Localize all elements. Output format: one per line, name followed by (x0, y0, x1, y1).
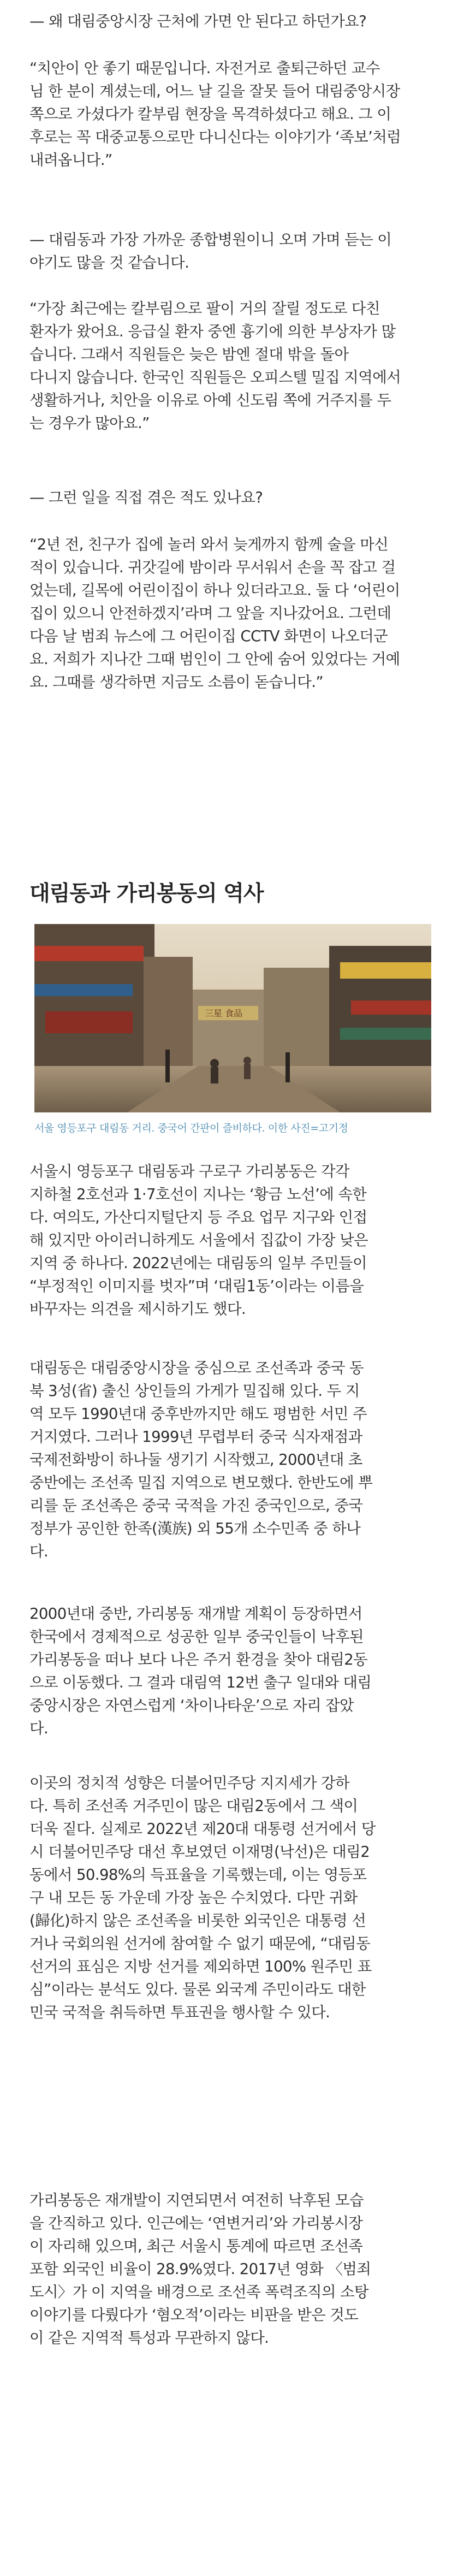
interview-question-3: — 그런 일을 직접 겪은 적도 있나요? (29, 489, 263, 506)
body-paragraph-1: 서울시 영등포구 대림동과 구로구 가리봉동은 각각 지하철 2호선과 1·7호선이 지나는 ‘황금 노선’에 속한 다. 여의도, 가산디지털단지 등 주요 업무 지구와 인접 해 있지만 아이러니하게도 서울에서 집값이 가장 낮은 지역 중 하나다. 2022년에는 대림동의 일부 주민들이 “부정적인 이미지를 벗자”며 ‘대림1동’이라는 이름을 바꾸자는 의견을 제시하기도 했다. (29, 1163, 368, 1318)
interview-answer-1: “치안이 안 좋기 때문입니다. 자전거로 출퇴근하던 교수 님 한 분이 계셨는데, 어느 날 길을 잘못 들어 대림중앙시장 쪽으로 가셨다가 칼부림 현장을 목격하셨다고 해요. 그 이 후로는 꼭 대중교통으로만 다니신다는 이야기가 ‘족보’처럼 내려옵니다.” (29, 60, 401, 169)
body-paragraph-3: 2000년대 중반, 가리봉동 재개발 계획이 등장하면서 한국에서 경제적으로 성공한 일부 중국인들이 낙후된 가리봉동을 떠나 보다 나은 주거 환경을 찾아 대림2동 으로 이동했다. 그 결과 대림역 12번 출구 일대와 대림 중앙시장은 자연스럽게 ‘차이나타운’으로 자리 잡았 다. (29, 1605, 372, 1737)
street-photo-image (34, 924, 431, 1112)
storefront-sign: 三星 食品 (205, 1008, 243, 1018)
interview-question-1: — 왜 대림중앙시장 근처에 가면 안 된다고 하던가요? (29, 13, 367, 30)
interview-answer-2: “가장 최근에는 칼부림으로 팔이 거의 잘릴 정도로 다친 환자가 왔어요. 응급실 환자 중엔 흉기에 의한 부상자가 많 습니다. 그래서 직원들은 늦은 밤엔 절대 밖을 돌아 다니지 않습니다. 한국인 직원들은 오피스텔 밀집 지역에서 생활하거나, 치안을 이유로 아예 신도림 쪽에 거주지를 두 는 경우가 많아요.” (29, 300, 401, 432)
interview-answer-3: “2년 전, 친구가 집에 놀러 와서 늦게까지 함께 술을 마신 적이 있습니다. 귀갓길에 밤이라 무서워서 손을 꼭 잡고 걸 었는데, 길목에 어린이집이 하나 있더라고요. 둘 다 ‘어린이 집이 있으니 안전하겠지’라며 그 앞을 지나갔어요. 그런데 다음 날 범죄 뉴스에 그 어린이집 CCTV 화면이 나오더군 요. 저희가 지나간 그때 범인이 그 안에 숨어 있었다는 거예 요. 그때를 생각하면 지금도 소름이 돋습니다.” (29, 536, 400, 691)
body-paragraph-4: 이곳의 정치적 성향은 더불어민주당 지지세가 강하 다. 특히 조선족 거주민이 많은 대림2동에서 그 색이 더욱 짙다. 실제로 2022년 제20대 대통령 선거에서 당 시 더불어민주당 대선 후보였던 이재명(낙선)은 대림2 동에서 50.98%의 득표율을 기록했는데, 이는 영등포 구 내 모든 동 가운데 가장 높은 수치였다. 다만 귀화 (歸化)하지 않은 조선족을 비롯한 외국인은 대통령 선 거나 국회의원 선거에 참여할 수 없기 때문에, “대림동 선거의 표심은 지방 선거를 제외하면 100% 원주민 표 심”이라는 분석도 있다. 물론 외국계 주민이라도 대한 민국 국적을 취득하면 투표권을 행사할 수 있다. (29, 1774, 376, 2021)
photo-caption: 서울 영등포구 대림동 거리. 중국어 간판이 즐비하다. 이한 사진=고기정 (34, 1122, 348, 1134)
street-photo (34, 924, 431, 1112)
body-paragraph-5: 가리봉동은 재개발이 지연되면서 여전히 낙후된 모습 을 간직하고 있다. 인근에는 ‘연변거리’와 가리봉시장 이 자리해 있으며, 최근 서울시 통계에 따르면 조선족 포함 외국인 비율이 28.9%였다. 2017년 영화 〈범죄 도시〉가 이 지역을 배경으로 조선족 폭력조직의 소탕 이야기를 다뤘다가 ‘혐오적’이라는 비판을 받은 것도 이 같은 지역적 특성과 무관하지 않다. (29, 2192, 371, 2347)
interview-question-2: — 대림동과 가장 가까운 종합병원이니 오며 가며 듣는 이 야기도 많을 것 같습니다. (29, 231, 392, 271)
body-paragraph-2: 대림동은 대림중앙시장을 중심으로 조선족과 중국 동 북 3성(省) 출신 상인들의 가게가 밀집해 있다. 두 지 역 모두 1990년대 중후반까지만 해도 평범한 서민 주 거지였다. 그러나 1999년 무렵부터 중국 식자재점과 국제전화방이 하나둘 생기기 시작했고, 2000년대 초 중반에는 조선족 밀집 지역으로 변모했다. 한반도에 뿌 리를 둔 조선족은 중국 국적을 가진 중국인으로, 중국 정부가 공인한 한족(漢族) 외 55개 소수민족 중 하나 다. (29, 1359, 373, 1560)
section-title: 대림동과 가리봉동의 역사 (29, 881, 264, 906)
